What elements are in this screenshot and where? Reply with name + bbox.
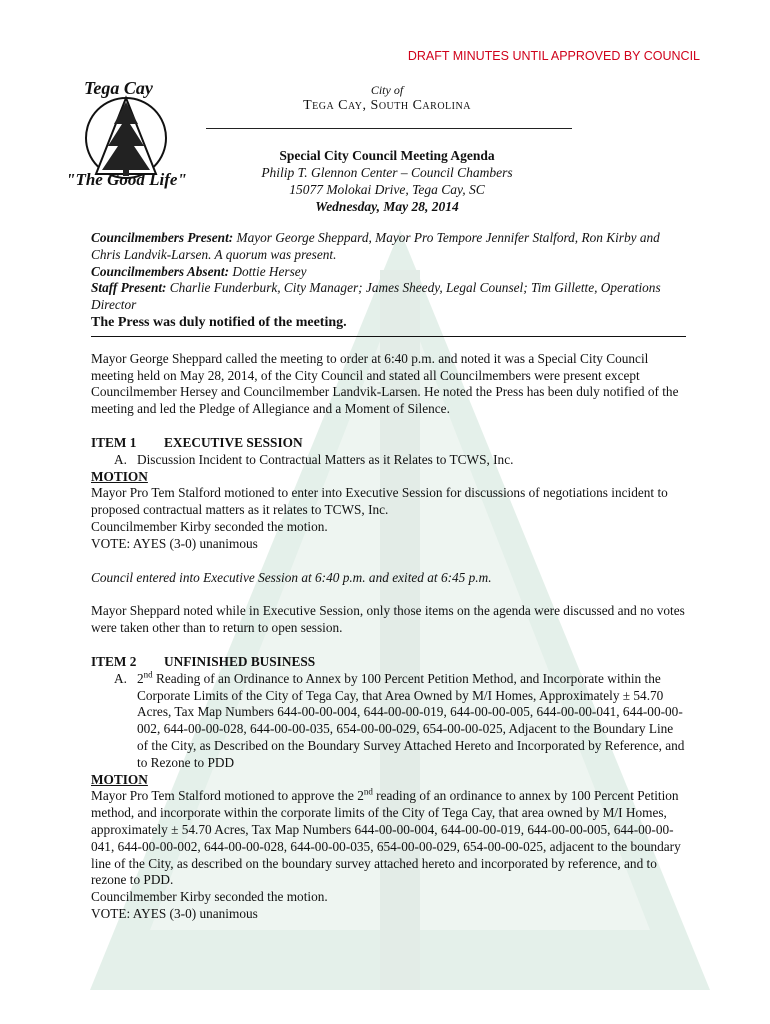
city-name: Tega Cay, South Carolina — [303, 98, 471, 113]
item2-heading: ITEM 2 UNFINISHED BUSINESS — [91, 653, 316, 669]
logo-top-text: Tega Cay — [84, 78, 153, 98]
meeting-header — [206, 147, 568, 215]
meeting-title: Special City Council Meeting Agenda — [279, 148, 495, 163]
item2-vote: VOTE: AYES (3-0) unanimous — [91, 905, 258, 921]
meeting-address: 15077 Molokai Drive, Tega Cay, SC — [289, 182, 485, 197]
item1-second: Councilmember Kirby seconded the motion. — [91, 518, 328, 534]
item1-motion-text: Mayor Pro Tem Stalford motioned to enter into Executive Session for discussions of negotiations incident to proposed contractual matters as it relates to TCWS, Inc. — [91, 485, 668, 518]
draft-banner: DRAFT MINUTES UNTIL APPROVED BY COUNCIL — [407, 49, 700, 63]
item2-motion-text: Mayor Pro Tem Stalford motioned to approve the 2nd reading of an ordinance to annex by 100 Percent Petition method, and incorporate within the corporate limits of the City of Tega Cay, that area owned by M/I Homes, approximately ± 54.70 Acres, Tax Map Numbers 644-00-00-004, 644-00-00-019, 644-00-00-005, 644-00-00-041, 644-00-00-002, 644-00-00-028, 644-00-00-035, 654-00-00-029, 654-00-00-025, adjacent to the boundary line of the City, as described on the boundary survey attached hereto and incorporated by reference, and to rezone to PDD. — [91, 786, 681, 888]
item1-subitem: A. Discussion Incident to Contractual Matters as it Relates to TCWS, Inc. — [114, 451, 514, 467]
press-notice: The Press was duly notified of the meeting. — [91, 315, 686, 337]
item2-motion-label: MOTION — [91, 771, 148, 787]
meeting-location: Philip T. Glennon Center – Council Chambers — [261, 165, 513, 180]
item1-motion-label: MOTION — [91, 468, 148, 484]
intro-paragraph: Mayor George Sheppard called the meeting to order at 6:40 p.m. and noted it was a Special City Council meeting held on May 28, 2014, of the City Council and stated all Councilmembers were present except Councilmember Hersey and Councilmember Landvik-Larsen. He noted the Press has been duly notified of the meeting and led the Pledge of Allegiance and a Moment of Silence. — [91, 350, 679, 417]
header-divider — [206, 128, 572, 129]
staff-present: Staff Present: Charlie Funderburk, City Manager; James Sheedy, Legal Counsel; Tim Gillette, Operations Director — [91, 280, 661, 313]
item1-vote: VOTE: AYES (3-0) unanimous — [91, 535, 258, 551]
minutes-body — [91, 230, 686, 923]
councilmembers-absent: Councilmembers Absent: Dottie Hersey — [91, 263, 307, 279]
item2-second: Councilmember Kirby seconded the motion. — [91, 889, 328, 905]
item1-heading: ITEM 1 EXECUTIVE SESSION — [91, 434, 303, 450]
councilmembers-present: Councilmembers Present: Mayor George Sheppard, Mayor Pro Tempore Jennifer Stalford, Ron Kirby and Chris Landvik-Larsen. A quorum was present. — [91, 230, 660, 262]
mayor-note: Mayor Sheppard noted while in Executive Session, only those items on the agenda were discussed and no votes were taken other than to return to open session. — [91, 603, 685, 636]
city-of-label: City of — [370, 83, 404, 97]
item2-subitem: A. 2nd Reading of an Ordinance to Annex by 100 Percent Petition Method, and Incorporate within the Corporate Limits of the City of Tega Cay, that Area Owned by M/I Homes, Approximately ± 54.70 Acres, Tax Map Numbers 644-00-00-004, 644-00-00-019, 644-00-00-005, 644-00-00-041, 644-00-00-002, 644-00-00-028, 644-00-00-035, 654-00-00-029, 654-00-00-025, Adjacent to the Boundary Line of the City, as Described on the Boundary Survey Attached Hereto and Incorporated by Reference, and to Rezone to PDD — [114, 669, 685, 770]
executive-session-note: Council entered into Executive Session at 6:40 p.m. and exited at 6:45 p.m. — [91, 569, 492, 585]
meeting-date: Wednesday, May 28, 2014 — [315, 199, 459, 214]
logo-bottom-text: "The Good Life" — [66, 170, 187, 189]
